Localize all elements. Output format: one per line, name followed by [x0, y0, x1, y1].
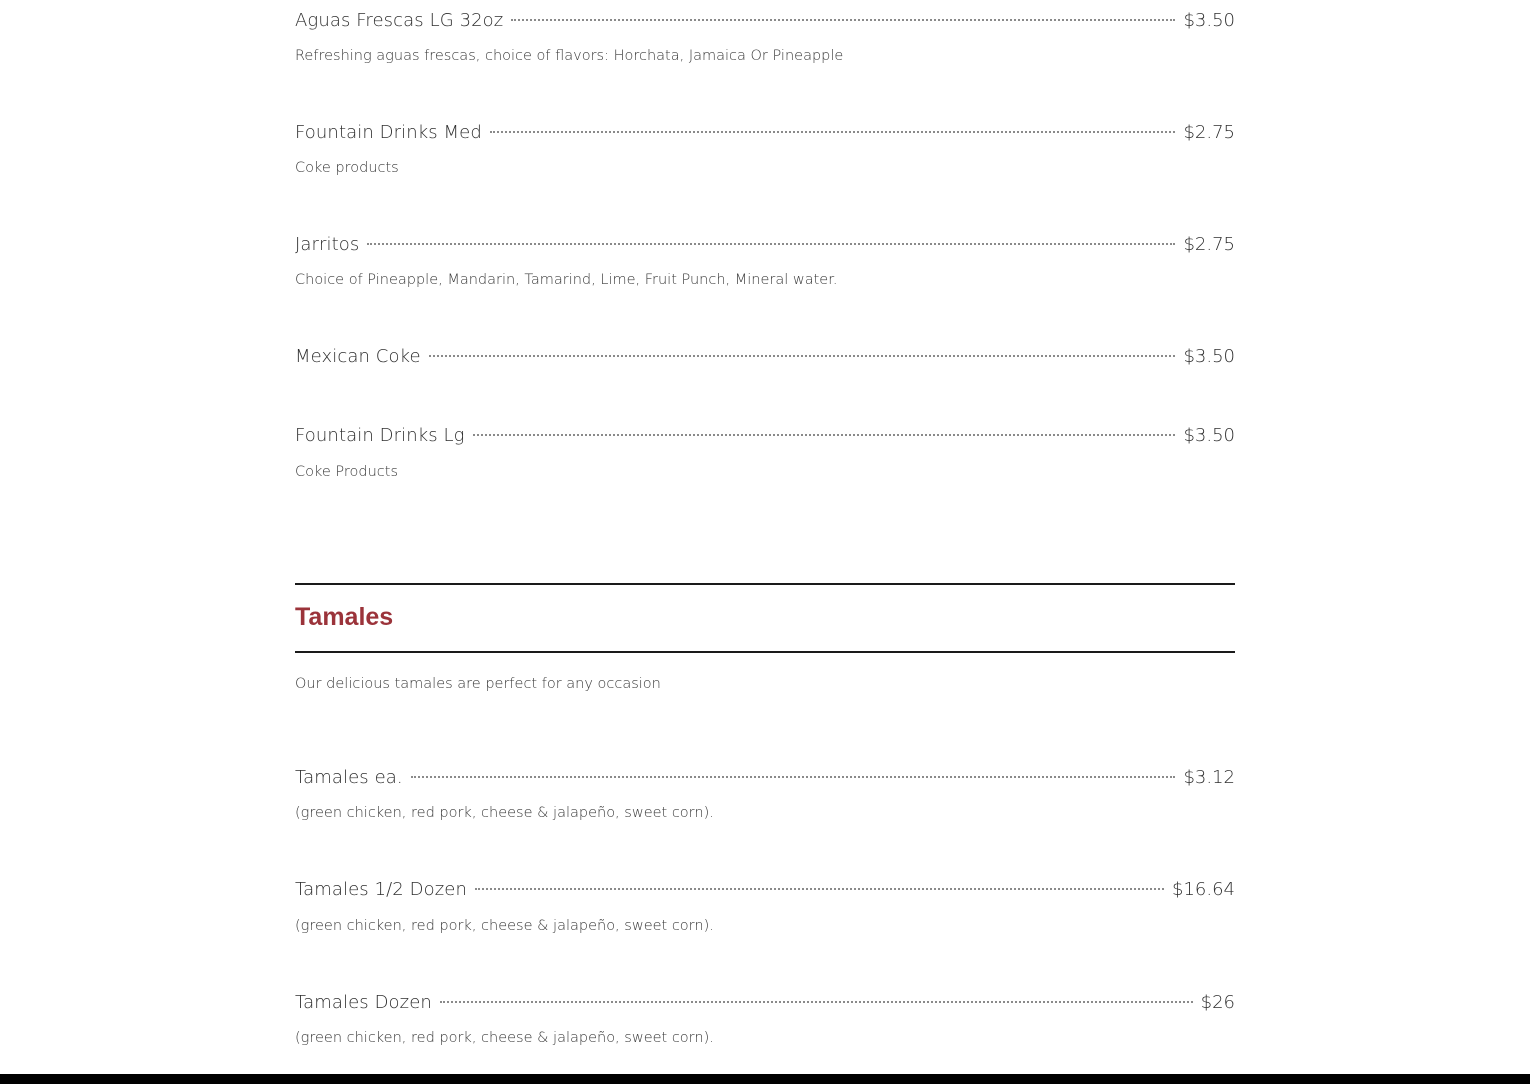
menu-item-row	[295, 992, 1235, 1016]
section-divider-top	[295, 583, 1235, 585]
dotted-leader	[473, 434, 1176, 436]
menu-item-description: Refreshing aguas frescas, choice of flavors: Horchata, Jamaica Or Pineapple	[295, 48, 844, 64]
menu-item-price: $2.75	[1183, 234, 1235, 255]
dotted-leader	[490, 131, 1176, 133]
menu-item-name: Jarritos	[295, 234, 360, 255]
dotted-leader	[511, 19, 1175, 21]
menu-item-row	[295, 122, 1235, 146]
section-divider-bottom	[295, 651, 1235, 653]
menu-item-price: $3.50	[1183, 346, 1235, 367]
menu-item-row	[295, 767, 1235, 791]
menu-item-description: (green chicken, red pork, cheese & jalapeño, sweet corn).	[295, 805, 714, 821]
menu-item-price: $16.64	[1172, 879, 1235, 900]
section-intro: Our delicious tamales are perfect for any occasion	[295, 676, 661, 692]
menu-item-row	[295, 10, 1235, 34]
menu-item-description: Coke Products	[295, 464, 399, 480]
section-title: Tamales	[295, 603, 394, 631]
menu-item-name: Mexican Coke	[295, 346, 421, 367]
menu-item-price: $2.75	[1183, 122, 1235, 143]
dotted-leader	[440, 1001, 1193, 1003]
menu-item-row	[295, 425, 1235, 449]
menu-item-row	[295, 346, 1235, 370]
menu-item-price: $26	[1200, 992, 1235, 1013]
dotted-leader	[411, 776, 1176, 778]
menu-item-name: Fountain Drinks Med	[295, 122, 482, 143]
menu-item-price: $3.50	[1183, 10, 1235, 31]
menu-item-description: (green chicken, red pork, cheese & jalapeño, sweet corn).	[295, 918, 714, 934]
menu-item-price: $3.12	[1183, 767, 1235, 788]
dotted-leader	[475, 888, 1164, 890]
menu-item-price: $3.50	[1183, 425, 1235, 446]
menu-item-name: Tamales ea.	[295, 767, 403, 788]
footer-bar	[0, 1074, 1530, 1084]
menu-item-row	[295, 879, 1235, 903]
menu-item-description: Choice of Pineapple, Mandarin, Tamarind, Lime, Fruit Punch, Mineral water.	[295, 272, 838, 288]
dotted-leader	[429, 355, 1176, 357]
dotted-leader	[367, 243, 1175, 245]
menu-item-name: Tamales 1/2 Dozen	[295, 879, 467, 900]
menu-item-description: (green chicken, red pork, cheese & jalapeño, sweet corn).	[295, 1030, 714, 1046]
menu-item-description: Coke products	[295, 160, 399, 176]
menu-item-name: Tamales Dozen	[295, 992, 432, 1013]
menu-item-name: Aguas Frescas LG 32oz	[295, 10, 504, 31]
menu-item-name: Fountain Drinks Lg	[295, 425, 465, 446]
menu-item-row	[295, 234, 1235, 258]
